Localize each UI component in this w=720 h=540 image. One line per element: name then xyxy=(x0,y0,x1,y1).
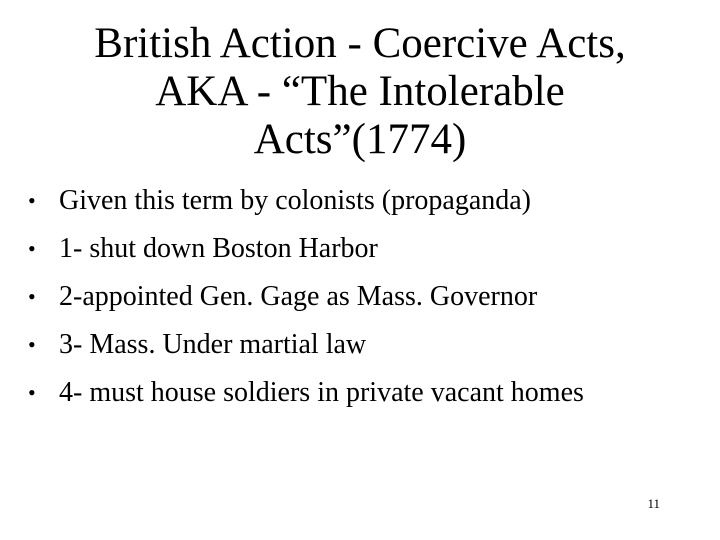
bullet-dot-icon: • xyxy=(28,236,36,261)
bullet-text: 1- shut down Boston Harbor xyxy=(59,233,378,264)
bullet-item xyxy=(28,230,688,268)
bullet-text: 3- Mass. Under martial law xyxy=(59,329,367,360)
title-line-2: AKA - “The Intolerable xyxy=(155,68,565,115)
bullet-text: Given this term by colonists (propaganda) xyxy=(59,185,532,216)
page-number: 11 xyxy=(647,496,660,511)
bullet-dot-icon: • xyxy=(28,284,36,309)
bullet-dot-icon: • xyxy=(28,380,36,405)
bullet-item xyxy=(28,374,688,412)
title-line-3: Acts”(1774) xyxy=(253,116,467,163)
bullet-text: 2-appointed Gen. Gage as Mass. Governor xyxy=(59,281,538,312)
bullet-text: 4- must house soldiers in private vacant homes xyxy=(59,377,584,408)
slide-title xyxy=(40,20,680,164)
bullet-item xyxy=(28,182,688,220)
bullet-dot-icon: • xyxy=(28,188,36,213)
bullet-dot-icon: • xyxy=(28,332,36,357)
bullet-item xyxy=(28,278,688,316)
title-line-1: British Action - Coercive Acts, xyxy=(94,20,626,67)
bullet-list xyxy=(28,182,688,422)
bullet-item xyxy=(28,326,688,364)
